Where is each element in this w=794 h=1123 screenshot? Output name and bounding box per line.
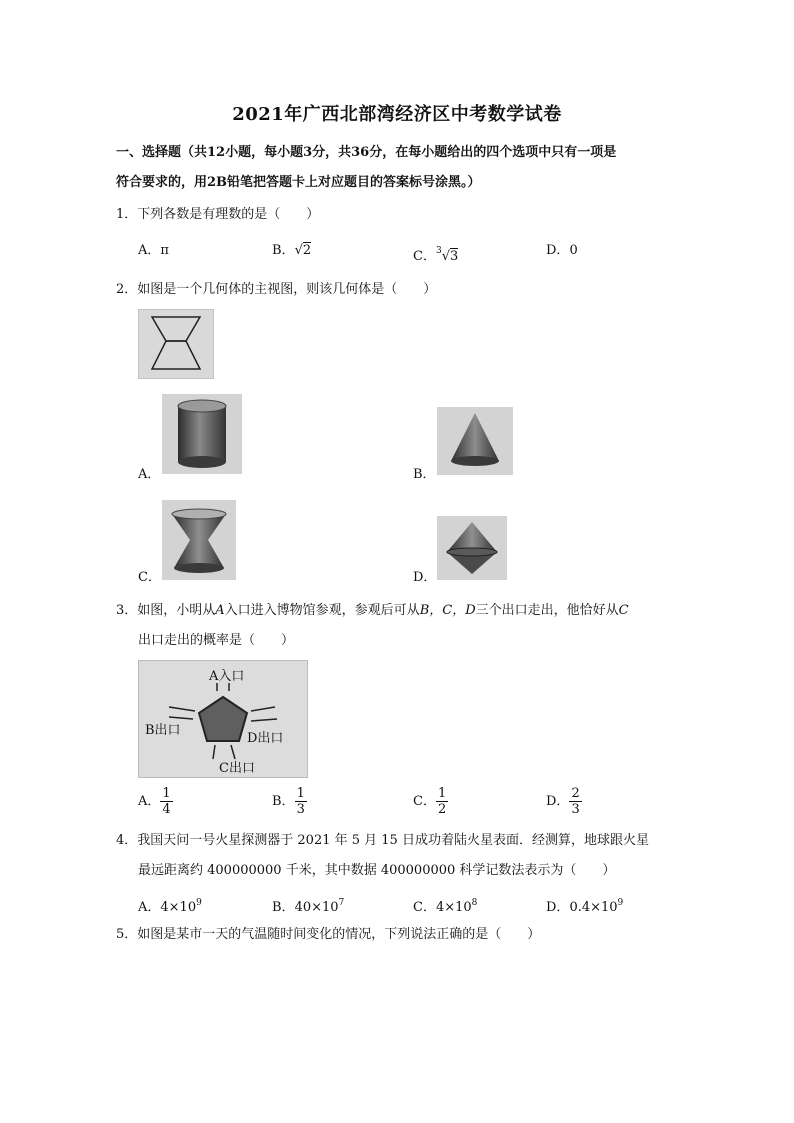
stem-text: 三个出口走出，他恰好从 [475, 603, 619, 618]
q4-option-c [413, 894, 477, 917]
option-label: A． [138, 243, 161, 258]
section-line-2: 符合要求的，用2B铅笔把答题卡上对应题目的答案标号涂黑。） [116, 175, 481, 190]
option-base: 4×10 [435, 900, 472, 915]
fraction [295, 786, 307, 817]
q4-option-a [138, 894, 202, 917]
numerator: 1 [162, 786, 171, 801]
map-label-c: C出口 [219, 761, 255, 776]
exit-b-path [169, 707, 195, 719]
exit-d-path [251, 707, 277, 721]
double-cone-figure [437, 516, 507, 580]
option-label: A． [138, 900, 161, 915]
q1-option-b [272, 242, 311, 260]
double-frustum-figure [162, 500, 236, 580]
stem-text: 入口进入博物馆参观，参观后可从 [224, 603, 420, 618]
q2-option-a-label: A． [138, 467, 161, 482]
question-4-stem-line-2: 最远距离约 400000000 千米，其中数据 400000000 科学记数法表示为（ ） [138, 863, 616, 878]
entrance-a-path [217, 683, 229, 691]
option-base: 40×10 [294, 900, 339, 915]
fraction [569, 786, 581, 817]
q3-option-b [272, 786, 307, 817]
section-line-1: 一、选择题（共12小题，每小题3分，共36分，在每小题给出的四个选项中只有一项是 [116, 145, 617, 160]
museum-map-figure [138, 660, 308, 778]
question-4-stem-line-1: 4．我国天问一号火星探测器于 2021 年 5 月 15 日成功着陆火星表面．经测算，地球跟火星 [116, 833, 649, 848]
option-label: B． [272, 794, 295, 809]
denominator: 2 [437, 802, 447, 817]
option-base: 0.4×10 [569, 900, 618, 915]
map-label-d: D出口 [247, 731, 284, 746]
q2-option-d-label: D． [413, 570, 437, 585]
q3-option-a [138, 786, 173, 817]
map-label-b: B出口 [145, 723, 181, 738]
q3-option-c [413, 786, 448, 817]
q2-option-c-label: C． [138, 570, 161, 585]
denominator: 3 [296, 802, 305, 817]
option-text: 0 [569, 243, 578, 258]
numerator: 1 [437, 786, 447, 801]
question-3-stem-line-1 [116, 602, 629, 620]
stem-variable: A [215, 603, 225, 618]
q4-option-b [272, 894, 344, 917]
question-5-stem: 5．如图是某市一天的气温随时间变化的情况，下列说法正确的是（ ） [116, 927, 541, 942]
numerator: 1 [296, 786, 305, 801]
option-label: B． [272, 900, 295, 915]
q4-option-d [546, 894, 623, 917]
option-base: 4×10 [160, 900, 197, 915]
option-exponent: 9 [617, 898, 624, 908]
fraction [436, 786, 448, 817]
option-text: 3 [449, 249, 459, 264]
option-text: 2 [302, 243, 312, 258]
option-label: C． [413, 900, 436, 915]
map-label-a: A入口 [209, 669, 245, 684]
q1-option-c [413, 242, 458, 266]
denominator: 4 [162, 802, 171, 817]
question-2-stem: 2．如图是一个几何体的主视图，则该几何体是（ ） [116, 282, 437, 297]
stem-text: 3．如图，小明从 [116, 603, 216, 618]
option-label: B． [272, 243, 295, 258]
q1-option-d [546, 242, 578, 260]
stem-variables: B，C，D [419, 603, 476, 618]
page-title: 2021年广西北部湾经济区中考数学试卷 [232, 104, 562, 125]
fraction [160, 786, 172, 817]
section-heading [116, 142, 696, 194]
option-label: D． [546, 243, 570, 258]
numerator: 2 [571, 786, 580, 801]
q1-option-a [138, 242, 169, 260]
question-3-stem-line-2: 出口走出的概率是（ ） [138, 633, 295, 648]
sqrt-symbol: √ [441, 249, 450, 264]
stem-variable: C [618, 603, 629, 618]
option-label: C． [413, 249, 436, 264]
option-text: π [160, 243, 169, 258]
question-1-stem: 1．下列各数是有理数的是（ ） [116, 207, 320, 222]
root-index: 3 [435, 246, 442, 256]
option-exponent: 9 [196, 898, 202, 908]
q2-option-b-label: B． [413, 467, 436, 482]
option-label: D． [546, 900, 570, 915]
option-exponent: 8 [471, 898, 478, 908]
cone-figure [437, 407, 513, 475]
sqrt-symbol: √ [294, 243, 303, 258]
option-label: A． [138, 794, 161, 809]
option-exponent: 7 [338, 898, 345, 908]
cylinder-figure [162, 394, 242, 474]
museum-pentagon [199, 697, 247, 741]
denominator: 3 [571, 802, 580, 817]
front-view-figure [138, 309, 214, 379]
option-label: D． [546, 794, 570, 809]
option-label: C． [413, 794, 436, 809]
q3-option-d [546, 786, 582, 817]
